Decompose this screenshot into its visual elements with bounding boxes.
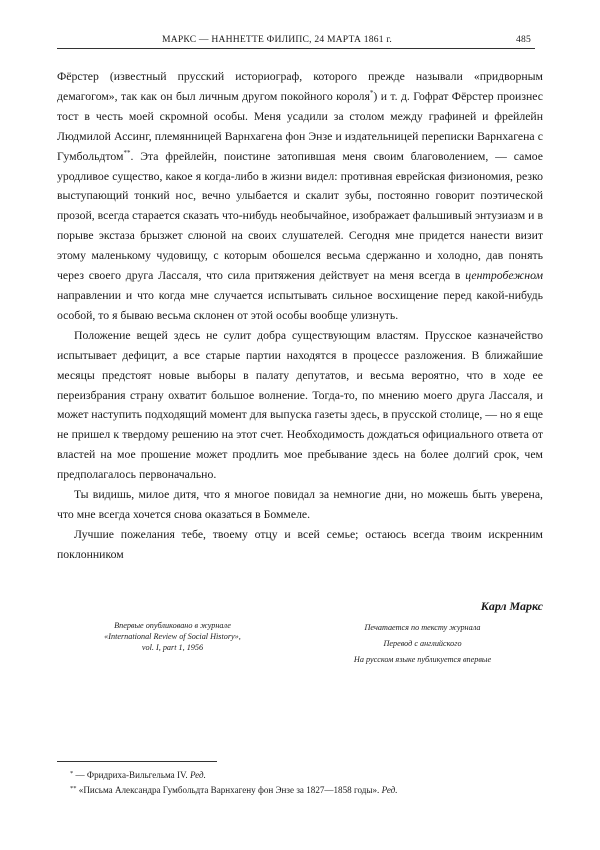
paragraph-3: Ты видишь, милое дитя, что я многое повидал за немногие дни, но можешь быть уверена, что мне всегда хочется снова оказаться в Боммеле. xyxy=(57,488,543,521)
paragraph-1-part-1: Фёрстер (известный прусский историограф, которого прежде называли «придворным демагогом», так как он был личным другом покойного короля xyxy=(57,70,543,103)
source-note-line: Перевод с английского xyxy=(383,639,462,648)
source-note xyxy=(335,620,510,668)
footnote-ref-1: * xyxy=(369,88,374,97)
paragraph-1-part-3: . Эта фрейлейн, поистине затопившая меня своим благоволением, — самое уродливое существо, какое я когда-либо в жизни видел: противная еврейская физиономия, резко выступающий тонкий нос, вечно улыбается и скалит зубы, постоянно говорит поэтической прозой, всегда старается сказать что-нибудь необычайное, изображает фальшивый энтузиазм и в порыве экстаза брызжет слюной на своих слушателей. Сегодня мне придется нанести визит этому маленькому чудовищу, с которым обошелся весьма сдержанно и холодно, дав понять через своего друга Лассаля, что сила притяжения действует на меня всегда в xyxy=(57,149,543,283)
source-note-line: На русском языке публикуется впервые xyxy=(353,655,492,664)
footnote-mark: * xyxy=(70,770,74,777)
paragraph-2: Положение вещей здесь не сулит добра существующим властям. Прусское казначейство испытывает дефицит, а все старые партии находятся в процессе разложения. В ближайшие месяцы предстоят новые выборы в палату депутатов, и весьма вероятно, что в ходе ее переизбрания страну охватит большое волнение. Тогда-то, по мнению моего друга Лассаля, и может наступить подходящий момент для выпуска газеты здесь, в прусской столице, — но я еще не пришел к твердому решению на этот счет. Необходимость дождаться официального ответа от властей на мое прошение может продлить мое пребывание здесь на более долгий срок, чем предполагалось первоначально. xyxy=(57,328,543,482)
footnote-mark: ** xyxy=(70,785,77,792)
publication-note-line: Впервые опубликовано в журнале xyxy=(114,621,231,630)
source-note-line: Печатается по тексту журнала xyxy=(364,623,481,632)
footnote-1 xyxy=(70,767,398,782)
footnote-ref-2: ** xyxy=(123,148,131,157)
running-header xyxy=(57,34,535,49)
footnotes xyxy=(70,767,398,797)
publication-note xyxy=(85,620,260,653)
paragraph-1 xyxy=(57,67,543,326)
page-number: 485 xyxy=(516,34,531,45)
publication-note-line: «International Review of Social History», xyxy=(104,632,241,641)
paragraph-1-part-2: ) и т. д. Гофрат Фёрстер произнес тост в честь моей скромной особы. Меня усадили за столом между графиней и фрейлейн Людмилой Ассинг, племянницей Варнхагена фон Энзе и издательницей переписки Варнхагена с Гумбольдтом xyxy=(57,89,543,163)
footnote-editor: Ред. xyxy=(189,770,206,780)
emphasis-word: центробежном xyxy=(465,269,543,283)
paragraph-1-part-4: направлении и что когда мне случается испытывать сильное восхищение перед какой-нибудь особой, то я бываю весьма склонен от этой особы вообще улизнуть. xyxy=(57,288,543,322)
publication-note-line: vol. I, part 1, 1956 xyxy=(141,643,204,652)
footnote-2 xyxy=(70,782,398,797)
header-title: МАРКС — НАННЕТТЕ ФИЛИПС, 24 МАРТА 1861 г. xyxy=(161,34,392,45)
letter-body xyxy=(57,67,543,565)
footnote-text: «Письма Александра Гумбольдта Варнхагену фон Энзе за 1827—1858 годы». xyxy=(76,785,382,795)
footnote-text: — Фридриха-Вильгельма IV. xyxy=(73,770,190,780)
footnote-divider xyxy=(57,761,217,762)
paragraph-4: Лучшие пожелания тебе, твоему отцу и всей семье; остаюсь всегда твоим искренним поклонником xyxy=(57,527,543,561)
footnote-editor: Ред. xyxy=(381,785,398,795)
signature: Карл Маркс xyxy=(480,599,543,613)
